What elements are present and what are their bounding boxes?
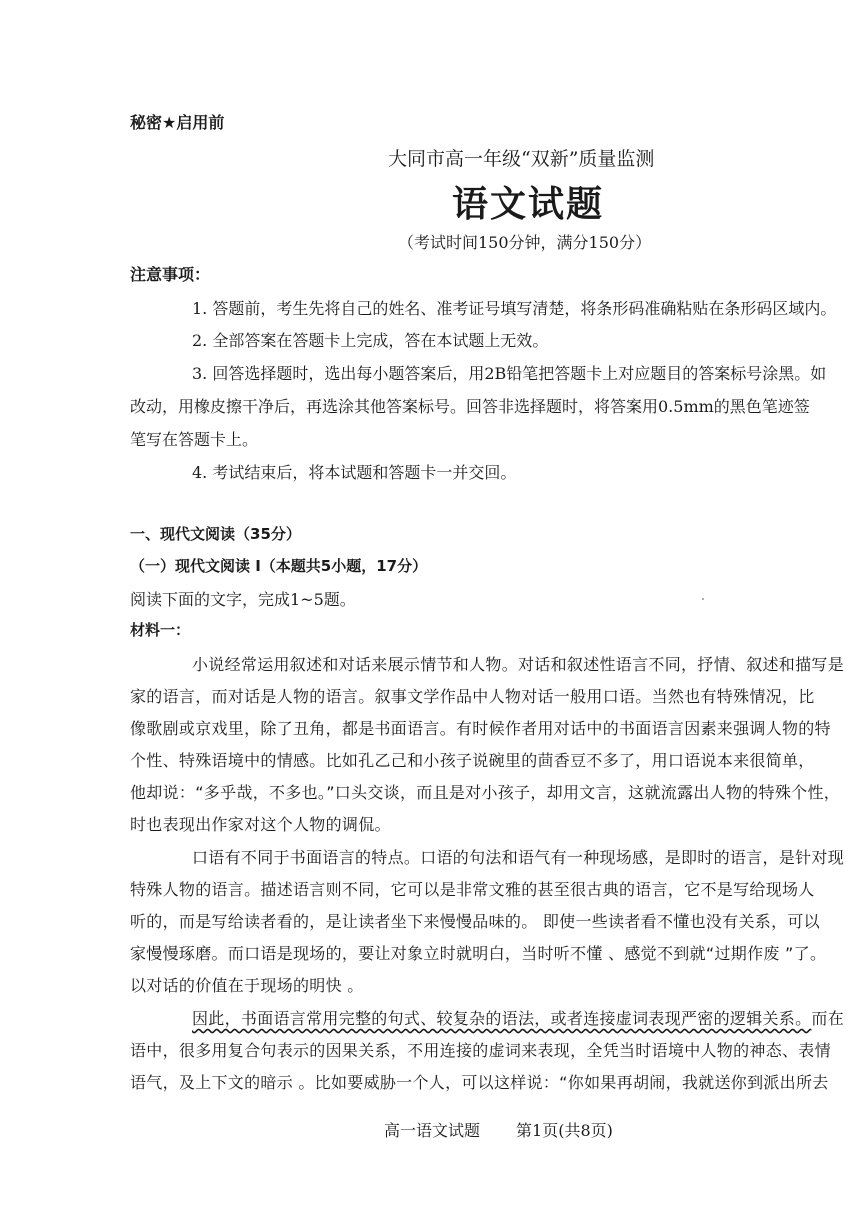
notice-rule-continued: 改动，用橡皮擦干净后，再选涂其他答案标号。回答非选择题时，将答案用0.5mm的黑色笔迹签: [130, 397, 810, 416]
passage-line: 像歌剧或京戏里，除了丑角，都是书面语言。有时候作者用对话中的书面语言因素来强调人物的特: [130, 719, 831, 738]
passage-line-tail: 而在: [811, 1009, 845, 1028]
material-label: 材料一：: [130, 621, 191, 639]
notice-rule: 2. 全部答案在答题卡上完成，答在本试题上无效。: [192, 331, 549, 350]
passage-line: 他却说：“多乎哉，不多也。”口头交谈，而且是对小孩子，却用文言，这就流露出人物的特殊个性，: [130, 783, 841, 802]
passage-line: 小说经常运用叙述和对话来展示情节和人物。对话和叙述性语言不同，抒情、叙述和描写是: [192, 655, 845, 674]
reading-instruction: 阅读下面的文字，完成1~5题。: [130, 590, 356, 609]
passage-line: 家的语言，而对话是人物的语言。叙事文学作品中人物对话一般用口语。当然也有特殊情况，比: [130, 687, 815, 706]
passage-line: 听的，而是写给读者看的，是让读者坐下来慢慢品味的。 即使一些读者看不懂也没有关系，可以: [130, 912, 820, 931]
page-footer: [384, 1118, 649, 1141]
notice-rule: 4. 考试结束后，将本试题和答题卡一并交回。: [192, 463, 517, 482]
scan-speck: [702, 598, 704, 600]
passage-line: 口语有不同于书面语言的特点。口语的句法和语气有一种现场感，是即时的语言，是针对现: [192, 848, 845, 867]
passage-line: 个性、特殊语境中的情感。比如孔乙己和小孩子说碗里的茴香豆不多了，用口语说本来很简单，: [130, 751, 815, 770]
passage-line: 时也表现出作家对这个人物的调侃。: [130, 815, 391, 834]
subsection-heading: （一）现代文阅读 I（本题共5小题，17分）: [130, 557, 428, 575]
passage-line: 语中，很多用复合句表示的因果关系，不用连接的虚词来表现，全凭当时语境中人物的神态、表情: [130, 1041, 831, 1060]
exam-time-info: （考试时间150分钟，满分150分）: [398, 233, 652, 252]
passage-line: 家慢慢琢磨。而口语是现场的，要让对象立时就明白，当时听不懂 、感觉不到就“过期作废 ”了。: [130, 944, 827, 963]
underlined-sentence: 因此，书面语言常用完整的句式、较复杂的语法，或者连接虚词表现严密的逻辑关系。: [192, 1009, 812, 1028]
exam-title: 语文试题: [452, 183, 605, 225]
notice-rule: 1. 答题前，考生先将自己的姓名、准考证号填写清楚，将条形码准确粘贴在条形码区域内。: [192, 299, 837, 318]
footer-page-number: 第1页(共8页): [516, 1121, 613, 1140]
notice-rule: 3. 回答选择题时，选出每小题答案后，用2B铅笔把答题卡上对应题目的答案标号涂黑。如: [192, 364, 827, 383]
notice-heading: 注意事项：: [130, 265, 211, 284]
notice-rule-continued: 笔写在答题卡上。: [130, 430, 259, 449]
secret-label: 秘密★启用前: [130, 113, 225, 132]
passage-line: 特殊人物的语言。描述语言则不同，它可以是非常文雅的甚至很古典的语言，它不是写给现场人: [130, 880, 815, 899]
section-heading: 一、现代文阅读（35分）: [130, 525, 301, 543]
footer-subject: 高一语文试题: [384, 1121, 481, 1140]
passage-line: [192, 1006, 844, 1029]
exam-subtitle: 大同市高一年级“双新”质量监测: [388, 148, 655, 170]
passage-line: 以对话的价值在于现场的明快 。: [130, 976, 364, 995]
passage-line: 语气，及上下文的暗示 。比如要威胁一个人，可以这样说：“你如果再胡闹，我就送你到派出所去: [130, 1073, 829, 1092]
